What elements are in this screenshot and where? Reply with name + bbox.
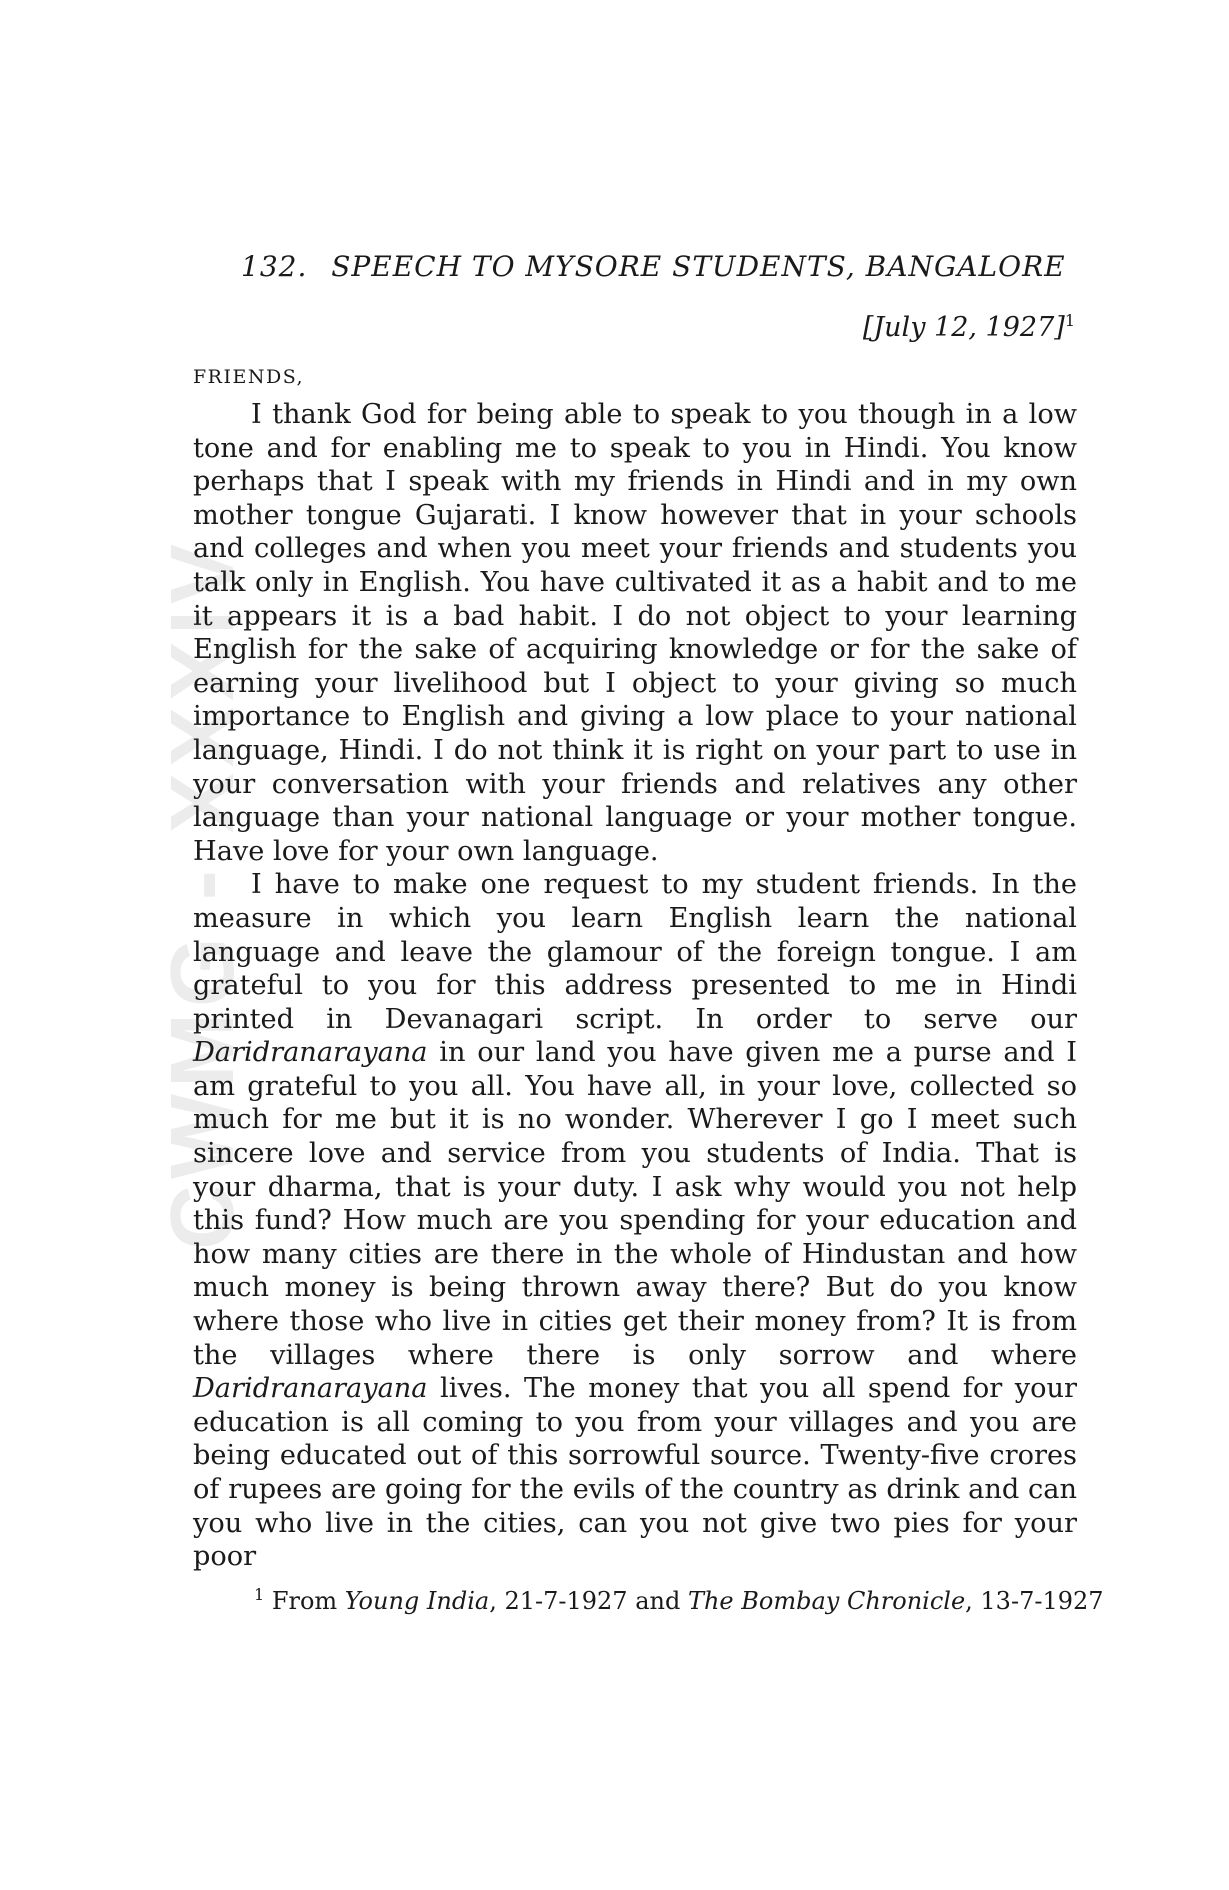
paragraph-text: I have to make one request to my student friends. In the measure in which you learn English learn the national language and leave the glamour of the foreign tongue. I am grateful to you for this address presented to me in Hindi printed in Devanagari script. In order to serve our: [193, 869, 1077, 1035]
footnote-text: From: [271, 1587, 345, 1615]
italic-text: Daridranarayana: [193, 1373, 428, 1405]
paragraph-text: in our land you have given me a purse and I am grateful to you all. You have all, in your love, collected so much for me but it is no wonder. Wherever I go I meet such sincere love and service from you students of India. That is your dharma, that is your duty. I ask why would you not help this fund? How much are you spending for your education and how many cities are there in the whole of Hindustan and how much money is being thrown away there? But do you know where those who live in cities get their money from? It is from the villages where there is only sorrow and where: [193, 1037, 1077, 1371]
footnote-text: , 21-7-1927 and: [489, 1587, 688, 1615]
speech-date: [863, 312, 1075, 343]
body-paragraph: [193, 398, 1077, 868]
salutation: FRIENDS,: [193, 366, 305, 388]
speech-number: 132.: [241, 250, 308, 283]
footnote: [254, 1587, 1104, 1615]
speech-body: [193, 398, 1077, 1574]
watermark: CWMG - XXXIV: [153, 537, 253, 1250]
paragraph-text: I thank God for being able to speak to you though in a low tone and for enabling me to speak to you in Hindi. You know perhaps that I speak with my friends in Hindi and in my own mother tongue Gujarati. I know however that in your schools and colleges and when you meet your friends and students you talk only in English. You have cultivated it as a habit and to me it appears it is a bad habit. I do not object to your learning English for the sake of acquiring knowledge or for the sake of earning your livelihood but I object to your giving so much importance to English and giving a low place to your national language, Hindi. I do not think it is right on your part to use in your conversation with your friends and relatives any other language than your national language or your mother tongue. Have love for your own language.: [193, 399, 1077, 867]
footnote-marker: 1: [254, 1585, 265, 1604]
italic-text: Daridranarayana: [193, 1037, 428, 1069]
date-text: [July 12, 1927]: [862, 312, 1065, 343]
speech-title: SPEECH TO MYSORE STUDENTS, BANGALORE: [331, 250, 1066, 283]
footnote-source-title: Young India: [344, 1587, 490, 1615]
footnote-text: , 13-7-1927: [965, 1587, 1104, 1615]
footnote-reference: 1: [1064, 311, 1075, 330]
page-title: [241, 250, 1066, 283]
body-paragraph: [193, 868, 1077, 1573]
paragraph-text: lives. The money that you all spend for your education is all coming to you from your villages and you are being educated out of this sorrowful source. Twenty-five crores of rupees are going for the evils of the country as drink and can you who live in the cities, can you not give two pies for your poor: [193, 1373, 1077, 1573]
footnote-source-title: The Bombay Chronicle: [687, 1587, 966, 1615]
